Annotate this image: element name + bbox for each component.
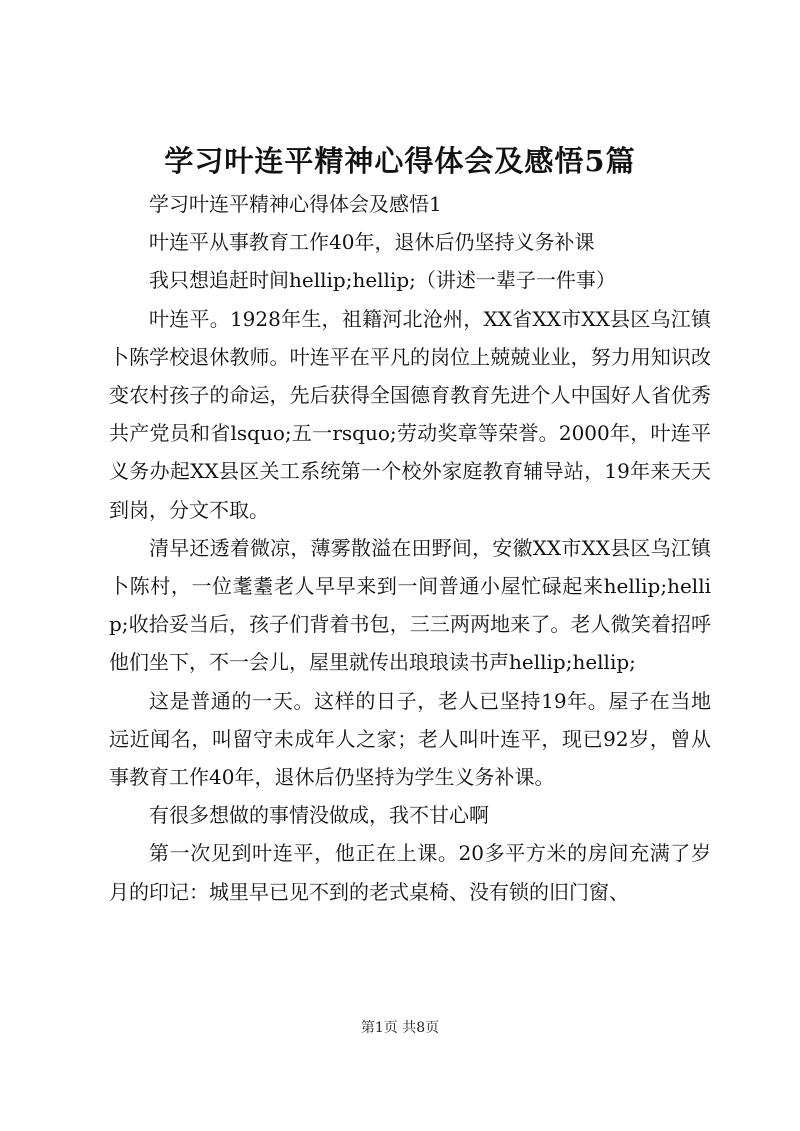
page-footer: 第1页 共8页 xyxy=(360,1020,440,1036)
paragraph-first-meeting: 第一次见到叶连平，他正在上课。20多平方米的房间充满了岁月的印记：城里早已见不到的老式桌椅、没有锁的旧门窗、 xyxy=(109,841,711,904)
document-body xyxy=(109,185,711,911)
paragraph-subtitle: 学习叶连平精神心得体会及感悟1 xyxy=(149,192,442,216)
document-title: 学习叶连平精神心得体会及感悟5篇 xyxy=(164,144,636,178)
paragraph-intro: 叶连平。1928年生，祖籍河北沧州，XX省XX市XX县区乌江镇卜陈学校退休教师。叶连平在平凡的岗位上兢兢业业，努力用知识改变农村孩子的命运，先后获得全国德育教育先进个人中国好人省优秀共产党员和省lsquo;五一rsquo;劳动奖章等荣誉。2000年，叶连平义务办起XX县区关工系统第一个校外家庭教育辅导站，19年来天天到岗，分文不取。 xyxy=(109,306,711,522)
paragraph-morning: 清早还透着微凉，薄雾散溢在田野间，安徽XX市XX县区乌江镇卜陈村，一位耄耋老人早早来到一间普通小屋忙碌起来hellip;hellip;收拾妥当后，孩子们背着书包，三三两两地来了。老人微笑着招呼他们坐下，不一会儿，屋里就传出琅琅读书声hellip;hellip; xyxy=(109,535,711,675)
paragraph-subheadline: 我只想追赶时间hellip;hellip;（讲述一辈子一件事） xyxy=(149,268,616,293)
paragraph-headline: 叶连平从事教育工作40年，退休后仍坚持义务补课 xyxy=(149,230,595,255)
paragraph-ordinary-day: 这是普通的一天。这样的日子，老人已坚持19年。屋子在当地远近闻名，叫留守未成年人之家；老人叫叶连平，现已92岁，曾从事教育工作40年，退休后仍坚持为学生义务补课。 xyxy=(109,688,711,790)
paragraph-quote: 有很多想做的事情没做成，我不甘心啊 xyxy=(149,803,489,828)
